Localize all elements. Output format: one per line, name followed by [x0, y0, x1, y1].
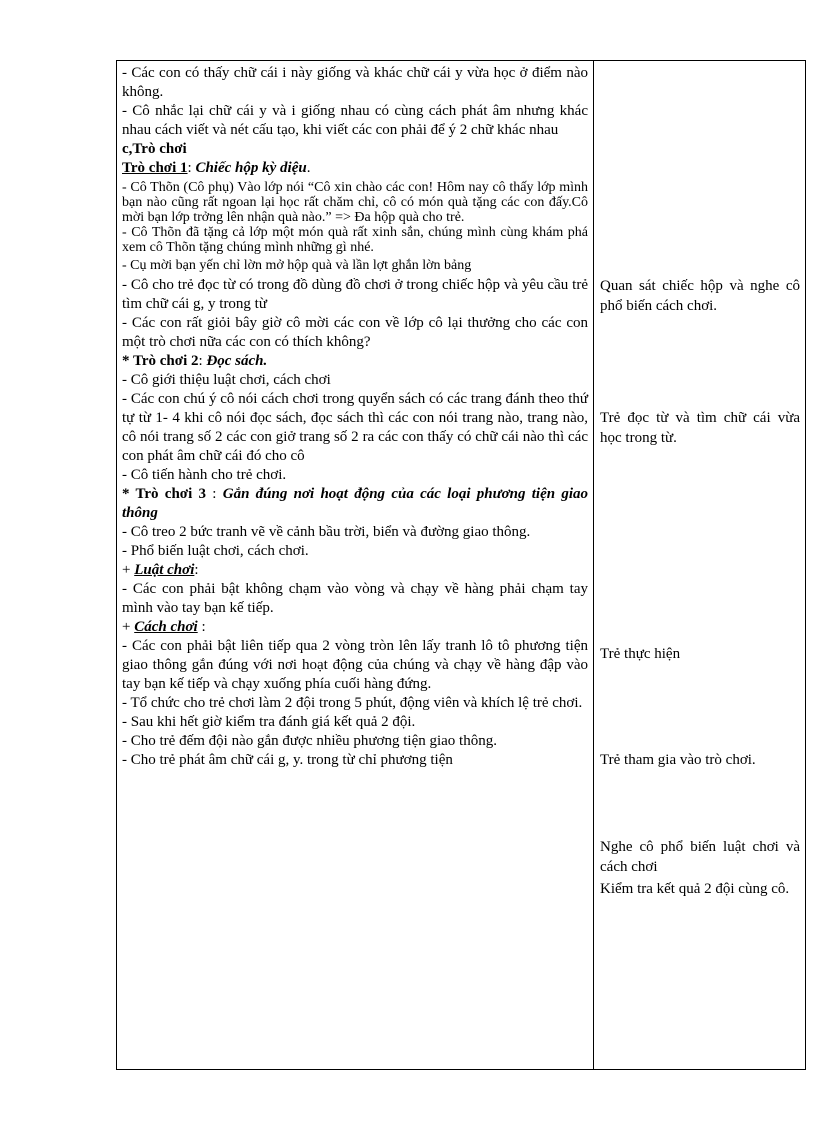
paragraph: - Phổ biến luật chơi, cách chơi. [122, 543, 309, 559]
paragraph: - Các con có thấy chữ cái i này giống và khác chữ cái y vừa học ở điểm nào không. [122, 65, 588, 100]
paragraph: - Các con chú ý cô nói cách chơi trong quyển sách có các trang đánh theo thứ tự từ 1- 4 khi cô nói đọc sách, đọc sách thì các con nói trang nào, trang nào, cô nói trang số 2 các con giở trang số 2 ra các con thấy có chữ cái nào thì các con phát âm chữ cái đó cho cô [122, 391, 588, 464]
game3-heading [122, 485, 588, 523]
how-heading [122, 618, 588, 637]
rule-title: Luật chơi [134, 562, 195, 578]
child-note: Trẻ thực hiện [600, 646, 681, 662]
separator: : [198, 353, 207, 369]
game3-label: * Trò chơi 3 [122, 486, 207, 502]
child-note: Nghe cô phổ biến luật chơi và cách chơi [600, 839, 800, 875]
activity-table [116, 60, 806, 1070]
child-note: Trẻ đọc từ và tìm chữ cái vừa học trong từ. [600, 410, 800, 446]
paragraph: - Các con rất giỏi bây giờ cô mời các con về lớp cô lại thưởng cho các con một trò chơi nữa các con có thích không? [122, 315, 588, 350]
paragraph: - Cho trẻ đếm đội nào gắn được nhiều phương tiện giao thông. [122, 733, 497, 749]
teacher-activity-column [122, 64, 588, 770]
paragraph: - Cô nhắc lại chữ cái y và i giống nhau có cùng cách phát âm nhưng khác nhau cách viết và nét cấu tạo, khi viết các con phải để ý 2 chữ khác nhau [122, 103, 588, 138]
paragraph: - Cho trẻ phát âm chữ cái g, y. trong từ chỉ phương tiện [122, 752, 453, 768]
rule-heading [122, 561, 588, 580]
game2-heading [122, 352, 588, 371]
paragraph: - Cô treo 2 bức tranh vẽ về cảnh bầu trời, biển và đường giao thông. [122, 524, 531, 540]
separator: : [194, 562, 199, 578]
section-heading [122, 140, 588, 159]
separator: : [187, 160, 196, 176]
child-note: Kiểm tra kết quả 2 đội cùng cô. [600, 881, 790, 897]
separator: : [206, 486, 223, 502]
paragraph: - Sau khi hết giờ kiểm tra đánh giá kết quả 2 đội. [122, 714, 416, 730]
paragraph: - Cô Thõn đã tặng cả lớp một món quà rất xinh sắn, chúng mình cùng khám phá xem cô Thõn tặng chúng mình những gì nhé. [122, 225, 588, 255]
game2-title: Đọc sách. [206, 353, 268, 369]
paragraph: - Tổ chức cho trẻ chơi làm 2 đội trong 5 phút, động viên và khích lệ trẻ chơi. [122, 695, 583, 711]
paragraph: - Cô giới thiệu luật chơi, cách chơi [122, 372, 331, 388]
child-note: Quan sát chiếc hộp và nghe cô phổ biến cách chơi. [600, 278, 800, 314]
game1-title: Chiếc hộp kỳ diệu [195, 160, 307, 176]
game3-title: Gắn đúng nơi hoạt động của các loại phương tiện giao thông [122, 486, 588, 521]
paragraph: - Các con phải bật liên tiếp qua 2 vòng tròn lên lấy tranh lô tô phương tiện giao thông gắn đúng với nơi hoạt động của chúng và chạy về hàng đập vào tay bạn kế tiếp và chạy xuống phía cuối hàng đứng. [122, 638, 588, 692]
paragraph: - Cô tiến hành cho trẻ chơi. [122, 467, 287, 483]
paragraph: - Các con phải bật không chạm vào vòng và chạy về hàng phải chạm tay mình vào tay bạn kế tiếp. [122, 581, 588, 616]
paragraph: - Cô cho trẻ đọc từ có trong đồ dùng đồ chơi ở trong chiếc hộp và yêu cầu trẻ tìm chữ cái g, y trong từ [122, 277, 588, 312]
game2-label: * Trò chơi 2 [122, 353, 199, 369]
game1-heading [122, 159, 588, 178]
child-note: Trẻ tham gia vào trò chơi. [600, 752, 756, 768]
column-divider [593, 61, 594, 1069]
separator: . [306, 160, 311, 176]
plus-marker: + [122, 619, 135, 635]
section-c-title: c,Trò chơi [122, 141, 187, 157]
plus-marker: + [122, 562, 135, 578]
paragraph: - Cụ mời bạn yến chỉ lờn mở hộp quà và lần lợt ghắn lờn bảng [122, 258, 472, 273]
paragraph: - Cô Thõn (Cô phụ) Vào lớp nói “Cô xin chào các con! Hôm nay cô thấy lớp mình bạn nào cũng rất ngoan lại học rất chăm chỉ, cô có món quà tặng các con đấy.Cô mời bạn lớp trởng lên nhận quà nào.” => Đa hộp quà cho trẻ. [122, 180, 588, 225]
separator: : [197, 619, 206, 635]
game1-label: Trò chơi 1 [122, 160, 188, 176]
how-title: Cách chơi [134, 619, 198, 635]
